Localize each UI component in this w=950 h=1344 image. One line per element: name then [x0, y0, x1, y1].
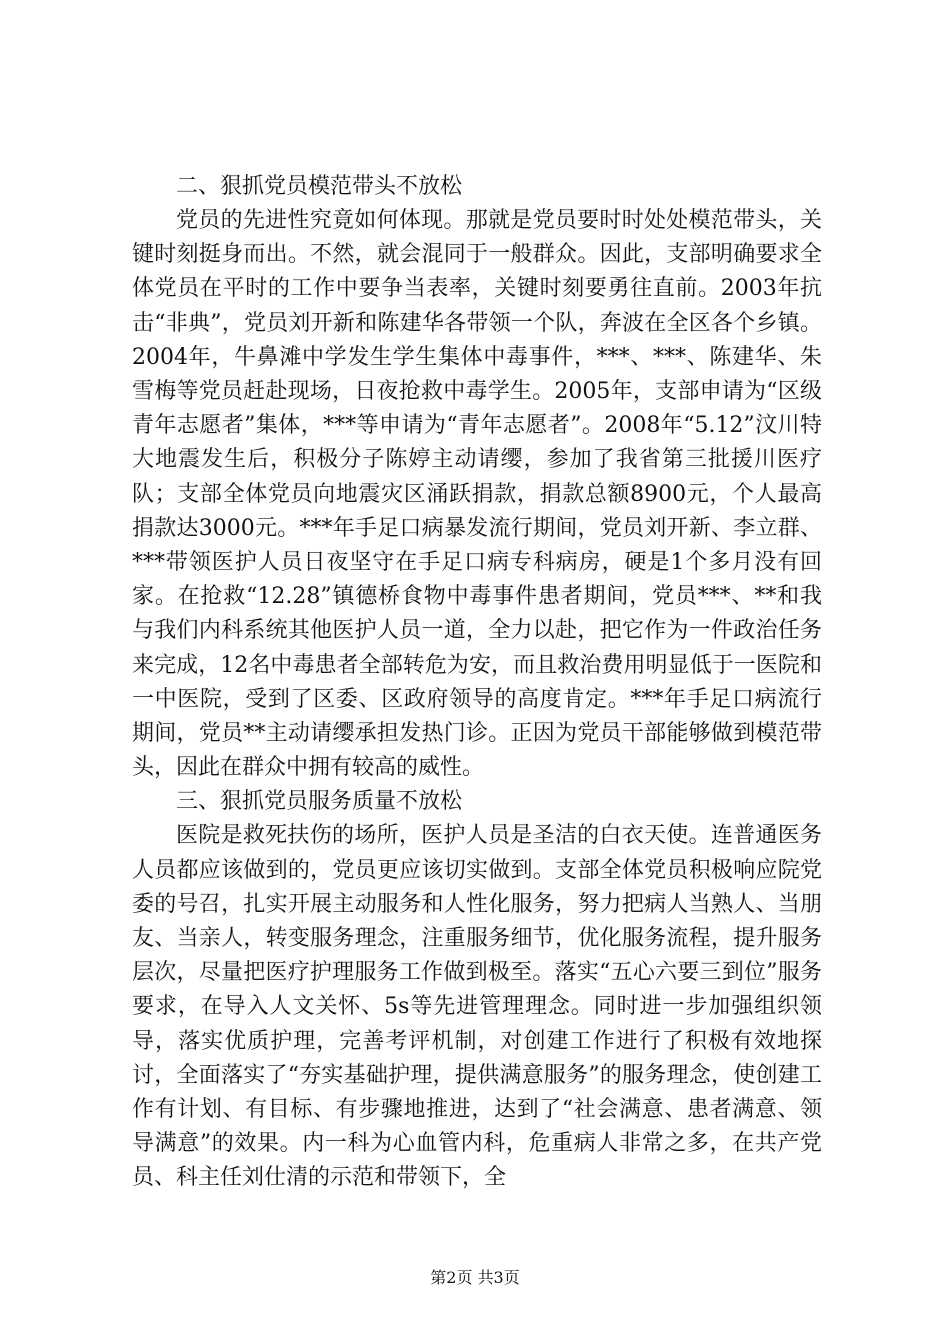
page-number-footer: 第2页 共3页 — [430, 1268, 520, 1287]
document-body — [132, 170, 822, 1196]
section-heading-2: 二、狠抓党员模范带头不放松 — [176, 174, 463, 199]
section-heading-3: 三、狠抓党员服务质量不放松 — [176, 789, 463, 815]
section-paragraph-3: 医院是救死扶伤的场所，医护人员是圣洁的白衣天使。连普通医务人员都应该做到的，党员更应该切实做到。支部全体党员积极响应院党委的号召，扎实开展主动服务和人性化服务，努力把病人当熟人、当朋友、当亲人，转变服务理念，注重服务细节，优化服务流程，提升服务层次，尽量把医疗护理服务工作做到极至。落实“五心六要三到位”服务要求，在导入人文关怀、5s等先进管理理念。同时进一步加强组织领导，落实优质护理，完善考评机制，对创建工作进行了积极有效地探讨，全面落实了“夯实基础护理，提供满意服务”的服务理念，使创建工作有计划、有目标、有步骤地推进，达到了“社会满意、患者满意、领导满意”的效果。内一科为心血管内科，危重病人非常之多，在共产党员、科主任刘仕清的示范和带领下，全 — [132, 823, 822, 1191]
section-paragraph-2: 党员的先进性究竟如何体现。那就是党员要时时处处模范带头，关键时刻挺身而出。不然，就会混同于一般群众。因此，支部明确要求全体党员在平时的工作中要争当表率，关键时刻要勇往直前。2003年抗击“非典”，党员刘开新和陈建华各带领一个队，奔波在全区各个乡镇。2004年，牛鼻滩中学发生学生集体中毒事件，***、***、陈建华、朱雪梅等党员赶赴现场，日夜抢救中毒学生。2005年，支部申请为“区级青年志愿者”集体，***等申请为“青年志愿者”。2008年“5.12”汶川特大地震发生后，积极分子陈婷主动请缨，参加了我省第三批援川医疗队；支部全体党员向地震灾区涌跃捐款，捐款总额8900元，个人最高捐款达3000元。***年手足口病暴发流行期间，党员刘开新、李立群、***带领医护人员日夜坚守在手足口病专科病房，硬是1个多月没有回家。在抢救“12.28”镇德桥食物中毒事件患者期间，党员***、**和我与我们内科系统其他医护人员一道，全力以赴，把它作为一件政治任务来完成，12名中毒患者全部转危为安，而且救治费用明显低于一医院和一中医院，受到了区委、区政府领导的高度肯定。***年手足口病流行期间，党员**主动请缨承担发热门诊。正因为党员干部能够做到模范带头，因此在群众中拥有较高的威性。 — [132, 208, 822, 781]
